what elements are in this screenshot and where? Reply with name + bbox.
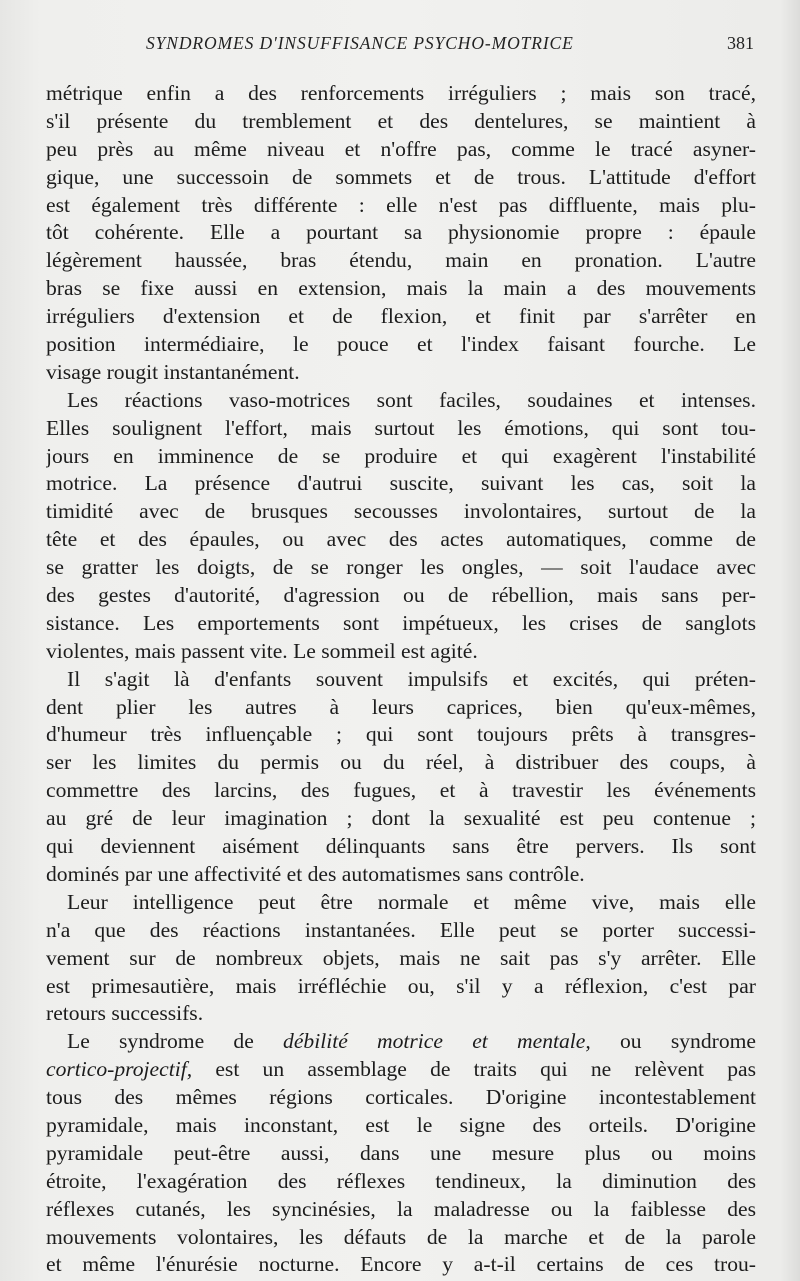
text-line: dominés par une affectivité et des automatismes sans contrôle.: [46, 861, 585, 886]
body-text: [46, 80, 756, 1279]
text-line: commettre des larcins, des fugues, et à travestir les événements: [46, 778, 756, 803]
text-line: se gratter les doigts, de se ronger les ongles, — soit l'audace avec: [46, 555, 756, 580]
text-span: ou syndrome: [590, 1029, 756, 1054]
text-line: qui deviennent aisément délinquants sans être pervers. Ils sont: [46, 834, 756, 859]
text-line: des gestes d'autorité, d'agression ou de rébellion, mais sans per-: [46, 583, 756, 608]
text-line: sistance. Les emportements sont impétueux, les crises de sanglots: [46, 610, 756, 635]
text-line: métrique enfin a des renforcements irréguliers ; mais son tracé,: [46, 81, 756, 105]
text-line-with-emphasis: [46, 1028, 756, 1056]
text-line: et même l'énurésie nocturne. Encore y a-t-il certains de ces trou-: [46, 1252, 756, 1277]
text-line: vement sur de nombreux objets, mais ne sait pas s'y arrêter. Elle: [46, 945, 756, 970]
emphasis-debilite-motrice: débilité motrice et mentale,: [283, 1029, 591, 1054]
text-line: Il s'agit là d'enfants souvent impulsifs et excités, qui préten-: [67, 666, 756, 691]
text-line: légèrement haussée, bras étendu, main en pronation. L'autre: [46, 248, 756, 273]
text-line: bras se fixe aussi en extension, mais la main a des mouvements: [46, 276, 756, 301]
text-line: retours successifs.: [46, 1001, 204, 1026]
text-line: violentes, mais passent vite. Le sommeil est agité.: [46, 638, 478, 663]
text-line: jours en imminence de se produire et qui exagèrent l'instabilité: [46, 443, 756, 468]
text-line: d'humeur très influençable ; qui sont toujours prêts à transgres-: [46, 722, 756, 747]
text-line: Elles soulignent l'effort, mais surtout les émotions, qui sont tou-: [46, 415, 756, 440]
text-line: réflexes cutanés, les syncinésies, la maladresse ou la faiblesse des: [46, 1196, 756, 1221]
page-number: 381: [727, 33, 754, 53]
text-line: étroite, l'exagération des réflexes tendineux, la diminution des: [46, 1168, 756, 1193]
text-line: tête et des épaules, ou avec des actes automatiques, comme de: [46, 527, 756, 552]
text-span: est un assemblage de traits qui ne relèvent pas: [192, 1057, 756, 1082]
text-line: pyramidale peut-être aussi, dans une mesure plus ou moins: [46, 1140, 756, 1165]
text-line: tôt cohérente. Elle a pourtant sa physionomie propre : épaule: [46, 220, 756, 245]
text-line: est également très différente : elle n'est pas diffluente, mais plu-: [46, 192, 756, 217]
text-line: n'a que des réactions instantanées. Elle peut se porter successi-: [46, 917, 756, 942]
text-line-with-emphasis: [46, 1056, 756, 1084]
running-title: SYNDROMES D'INSUFFISANCE PSYCHO-MOTRICE: [146, 33, 574, 53]
text-line: tous des mêmes régions corticales. D'origine incontestablement: [46, 1085, 756, 1110]
text-line: Leur intelligence peut être normale et même vive, mais elle: [67, 889, 756, 914]
text-line: pyramidale, mais inconstant, est le signe des orteils. D'origine: [46, 1112, 756, 1137]
text-line: est primesautière, mais irréfléchie ou, s'il y a réflexion, c'est par: [46, 973, 756, 998]
text-line: ser les limites du permis ou du réel, à distribuer des coups, à: [46, 750, 756, 775]
text-line: position intermédiaire, le pouce et l'index faisant fourche. Le: [46, 332, 756, 357]
text-line: au gré de leur imagination ; dont la sexualité est peu contenue ;: [46, 806, 756, 831]
emphasis-cortico-projectif: cortico-projectif,: [46, 1057, 193, 1082]
text-line: motrice. La présence d'autrui suscite, suivant les cas, soit la: [46, 471, 756, 496]
text-line: dent plier les autres à leurs caprices, bien qu'eux-mêmes,: [46, 694, 756, 719]
text-line: mouvements volontaires, les défauts de la marche et de la parole: [46, 1224, 756, 1249]
text-line: timidité avec de brusques secousses involontaires, surtout de la: [46, 499, 756, 524]
text-line: Les réactions vaso-motrices sont faciles, soudaines et intenses.: [67, 387, 756, 412]
text-line: visage rougit instantanément.: [46, 359, 300, 384]
text-line: gique, une successoin de sommets et de trous. L'attitude d'effort: [46, 164, 756, 189]
text-span: Le syndrome de: [67, 1029, 284, 1054]
text-line: irréguliers d'extension et de flexion, et finit par s'arrêter en: [46, 304, 756, 329]
text-line: s'il présente du tremblement et des dentelures, se maintient à: [46, 108, 756, 133]
text-line: peu près au même niveau et n'offre pas, comme le tracé asyner-: [46, 136, 756, 161]
page-header: [0, 33, 800, 57]
